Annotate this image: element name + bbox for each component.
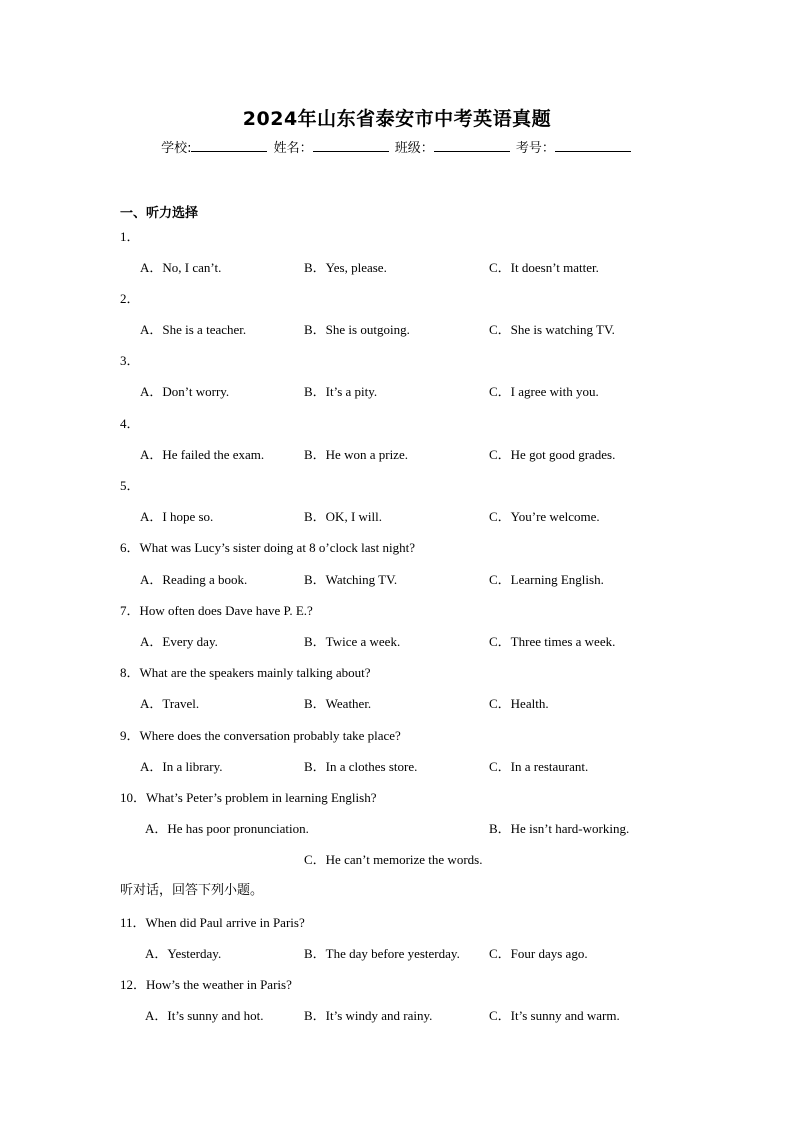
question-4-option-c: C．He got good grades. — [489, 447, 616, 462]
question-5-option-c: C．You’re welcome. — [489, 509, 600, 524]
question-3-option-c: C．I agree with you. — [489, 384, 599, 399]
exam-no-blank[interactable] — [555, 139, 631, 152]
student-info-line — [0, 137, 794, 156]
question-12-stem: 12．How’s the weather in Paris? — [120, 977, 292, 992]
question-11-stem: 11．When did Paul arrive in Paris? — [120, 915, 305, 930]
class-label: 班级： — [394, 141, 434, 156]
question-9-option-b: B．In a clothes store. — [304, 759, 418, 774]
exam-no-label: 考号： — [515, 141, 555, 156]
listening-instruction: 听对话，回答下列小题。 — [120, 883, 264, 898]
question-3-stem: 3． — [120, 353, 140, 368]
question-5-option-b: B．OK, I will. — [304, 509, 383, 524]
question-11-option-b: B．The day before yesterday. — [304, 946, 460, 961]
question-6-option-c: C．Learning English. — [489, 572, 604, 587]
page-title: 2024年山东省泰安市中考英语真题 — [242, 108, 552, 130]
question-7-option-a: A．Every day. — [140, 634, 218, 649]
question-11-option-a: A．Yesterday. — [145, 946, 222, 961]
school-label: 学校: — [161, 141, 192, 156]
question-2-option-a: A．She is a teacher. — [140, 322, 247, 337]
question-7-option-c: C．Three times a week. — [489, 634, 616, 649]
question-6-stem: 6．What was Lucy’s sister doing at 8 o’clock last night? — [120, 540, 415, 555]
question-8-option-b: B．Weather. — [304, 696, 372, 711]
question-1-option-b: B．Yes, please. — [304, 260, 387, 275]
question-4-stem: 4． — [120, 416, 140, 431]
question-9-option-c: C．In a restaurant. — [489, 759, 589, 774]
name-label: 姓名： — [273, 141, 313, 156]
question-2-stem: 2． — [120, 291, 140, 306]
question-6-option-a: A．Reading a book. — [140, 572, 248, 587]
question-5-stem: 5． — [120, 478, 140, 493]
question-10-option-b: B．He isn’t hard-working. — [489, 821, 630, 836]
question-5-option-a: A．I hope so. — [140, 509, 214, 524]
question-10-stem: 10．What’s Peter’s problem in learning English? — [120, 790, 377, 805]
name-blank[interactable] — [313, 139, 389, 152]
question-8-option-c: C．Health. — [489, 696, 549, 711]
question-12-option-a: A．It’s sunny and hot. — [145, 1008, 264, 1023]
question-8-stem: 8．What are the speakers mainly talking about? — [120, 665, 371, 680]
question-9-option-a: A．In a library. — [140, 759, 223, 774]
question-6-option-b: B．Watching TV. — [304, 572, 398, 587]
question-10-option-a: A．He has poor pronunciation. — [145, 821, 309, 836]
question-9-stem: 9．Where does the conversation probably take place? — [120, 728, 401, 743]
question-11-option-c: C．Four days ago. — [489, 946, 588, 961]
question-2-option-c: C．She is watching TV. — [489, 322, 615, 337]
question-2-option-b: B．She is outgoing. — [304, 322, 410, 337]
question-8-option-a: A．Travel. — [140, 696, 200, 711]
question-1-option-c: C．It doesn’t matter. — [489, 260, 599, 275]
question-4-option-a: A．He failed the exam. — [140, 447, 265, 462]
question-10-option-c: C．He can’t memorize the words. — [304, 852, 483, 867]
question-7-stem: 7．How often does Dave have P. E.? — [120, 603, 313, 618]
question-4-option-b: B．He won a prize. — [304, 447, 408, 462]
question-12-option-b: B．It’s windy and rainy. — [304, 1008, 433, 1023]
question-7-option-b: B．Twice a week. — [304, 634, 401, 649]
question-3-option-b: B．It’s a pity. — [304, 384, 378, 399]
class-blank[interactable] — [434, 139, 510, 152]
school-blank[interactable] — [191, 139, 267, 152]
question-12-option-c: C．It’s sunny and warm. — [489, 1008, 620, 1023]
section-title: 一、听力选择 — [120, 206, 199, 221]
question-1-option-a: A．No, I can’t. — [140, 260, 222, 275]
question-1-stem: 1． — [120, 229, 140, 244]
question-3-option-a: A．Don’t worry. — [140, 384, 230, 399]
